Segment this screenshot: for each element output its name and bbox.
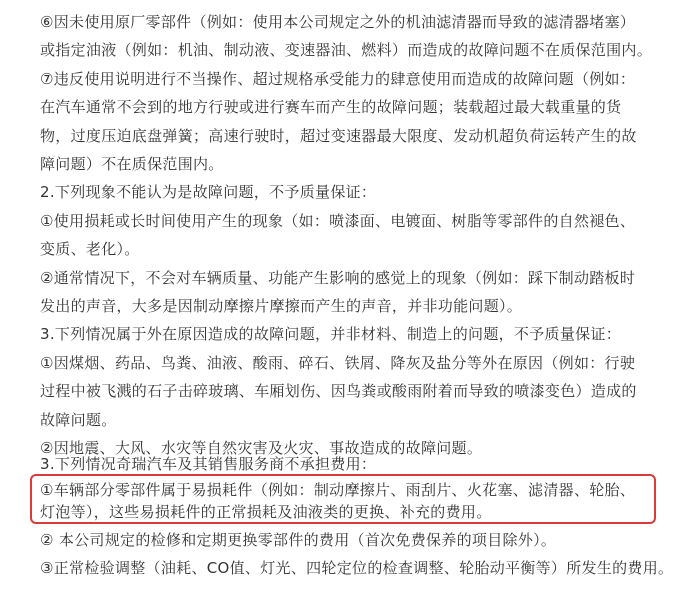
highlighted-text-line: ①车辆部分零部件属于易损耗件（例如：制动摩擦片、雨刮片、火花塞、滤清器、轮胎、 — [40, 481, 636, 499]
text-line: ⑥因未使用原厂零部件（例如：使用本公司规定之外的机油滤清器而导致的滤清器堵塞） — [40, 13, 636, 31]
text-line: 变质、老化）。 — [40, 240, 140, 258]
text-line: ②通常情况下，不会对车辆质量、功能产生影响的感觉上的现象（例如：踩下制动踏板时 — [40, 269, 636, 287]
text-line: 故障问题。 — [40, 411, 117, 429]
text-line: ③正常检验调整（油耗、CO值、灯光、四轮定位的检查调整、轮胎动平衡等）所发生的费用。 — [40, 559, 674, 577]
text-line: ①使用损耗或长时间使用产生的现象（如：喷漆面、电镀面、树脂等零部件的自然褪色、 — [40, 212, 636, 230]
text-line: ①因煤烟、药品、鸟粪、油液、酸雨、碎石、铁屑、降灰及盐分等外在原因（例如：行驶 — [40, 354, 636, 372]
text-line: 或指定油液（例如：机油、制动液、变速器油、燃料）而造成的故障问题不在质保范围内。 — [40, 41, 653, 59]
section-heading: 2.下列现象不能认为是故障问题，不予质量保证： — [40, 183, 377, 201]
text-line: 发出的声音，大多是因制动摩擦片摩擦而产生的声音，并非功能问题）。 — [40, 297, 523, 315]
text-line: ⑦违反使用说明进行不当操作、超过规格承受能力的肆意使用而造成的故障问题（例如： — [40, 70, 636, 88]
section-heading: 3.下列情况奇瑞汽车及其销售服务商不承担费用： — [40, 455, 377, 473]
highlight-box — [30, 474, 656, 524]
text-line: ②因地震、大风、水灾等自然灾害及火灾、事故造成的故障问题。 — [40, 439, 483, 457]
text-line: 障问题）不在质保范围内。 — [40, 155, 224, 173]
text-line: 在汽车通常不会到的地方行驶或进行赛车而产生的故障问题；装载超过最大载重量的货 — [40, 98, 622, 116]
text-line: 过程中被飞溅的石子击碎玻璃、车厢划伤、因鸟粪或酸雨附着而导致的喷漆变色）造成的 — [40, 382, 637, 400]
highlighted-text-line: 灯泡等），这些易损耗件的正常损耗及油液类的更换、补充的费用。 — [40, 503, 492, 521]
text-line: 物，过度压迫底盘弹簧；高速行驶时，超过变速器最大限度、发动机超负荷运转产生的故 — [40, 127, 637, 145]
section-heading: 3.下列情况属于外在原因造成的故障问题，并非材料、制造上的问题，不予质量保证： — [40, 325, 622, 343]
text-line: ② 本公司规定的检修和定期更换零部件的费用（首次免费保养的项目除外）。 — [40, 531, 557, 549]
